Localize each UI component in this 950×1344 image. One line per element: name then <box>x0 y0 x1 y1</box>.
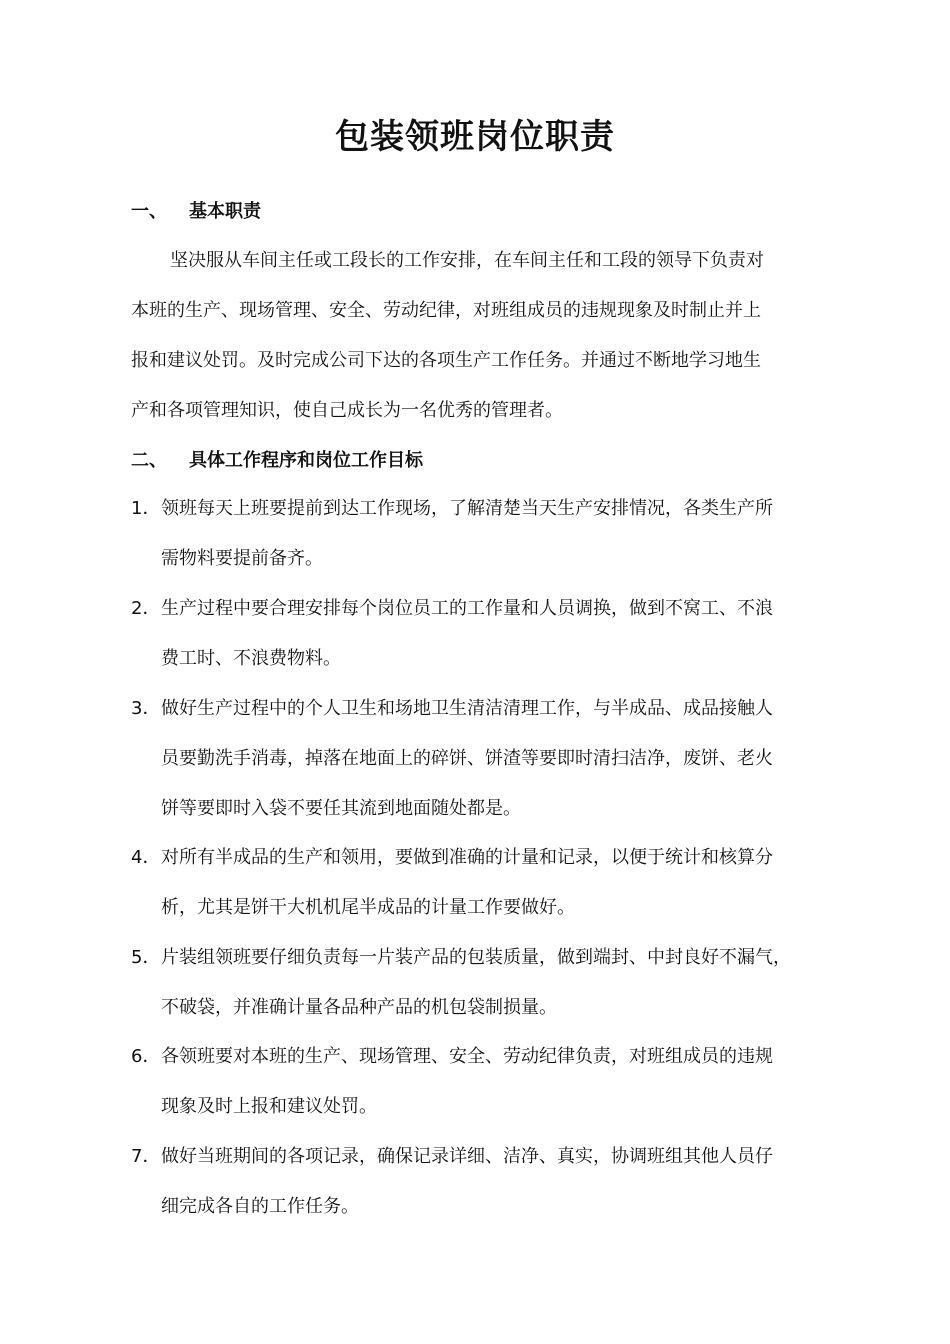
list-item <box>131 1132 831 1232</box>
section-title: 具体工作程序和岗位工作目标 <box>189 450 423 471</box>
basic-duties-paragraph <box>131 236 821 436</box>
list-item-line: 费工时、不浪费物料。 <box>161 648 341 669</box>
list-number: 6． <box>131 1046 161 1067</box>
paragraph-line: 本班的生产、现场管理、安全、劳动纪律，对班组成员的违规现象及时制止并上 <box>131 300 761 321</box>
list-item-line: 析，尤其是饼干大机机尾半成品的计量工作要做好。 <box>161 897 575 918</box>
document-title: 包装领班岗位职责 <box>335 117 615 157</box>
list-item <box>131 584 831 684</box>
paragraph-line: 报和建议处罚。及时完成公司下达的各项生产工作任务。并通过不断地学习地生 <box>131 350 761 371</box>
list-item-line: 做好当班期间的各项记录，确保记录详细、洁净、真实，协调班组其他人员仔 <box>161 1146 773 1167</box>
list-item-line: 员要勤洗手消毒，掉落在地面上的碎饼、饼渣等要即时清扫洁净，废饼、老火 <box>161 748 773 769</box>
list-item <box>131 1032 831 1132</box>
list-item-line: 需物料要提前备齐。 <box>161 548 323 569</box>
list-number: 4． <box>131 847 161 868</box>
list-item-line: 饼等要即时入袋不要任其流到地面随处都是。 <box>161 798 521 819</box>
list-item-line: 现象及时上报和建议处罚。 <box>161 1096 377 1117</box>
list-item-line: 对所有半成品的生产和领用，要做到准确的计量和记录，以便于统计和核算分 <box>161 847 773 868</box>
paragraph-line: 产和各项管理知识，使自己成长为一名优秀的管理者。 <box>131 400 563 421</box>
list-item-line: 做好生产过程中的个人卫生和场地卫生清洁清理工作，与半成品、成品接触人 <box>161 698 773 719</box>
list-item <box>131 684 831 834</box>
list-number: 7． <box>131 1146 161 1167</box>
list-item <box>131 484 831 584</box>
list-number: 5． <box>131 947 161 968</box>
section-number: 一、 <box>131 201 167 222</box>
list-number: 1． <box>131 498 161 519</box>
section-number: 二、 <box>131 450 167 471</box>
list-item-line: 领班每天上班要提前到达工作现场，了解清楚当天生产安排情况，各类生产所 <box>161 498 773 519</box>
paragraph-line: 坚决服从车间主任或工段长的工作安排，在车间主任和工段的领导下负责对 <box>170 250 764 271</box>
list-item-line: 不破袋，并准确计量各品种产品的机包袋制损量。 <box>161 997 557 1018</box>
section-heading-basic-duties <box>131 197 261 227</box>
list-item-line: 各领班要对本班的生产、现场管理、安全、劳动纪律负责，对班组成员的违规 <box>161 1046 773 1067</box>
section-heading-work-procedures <box>131 446 423 476</box>
list-item-line: 生产过程中要合理安排每个岗位员工的工作量和人员调换，做到不窝工、不浪 <box>161 598 773 619</box>
list-item-line: 细完成各自的工作任务。 <box>161 1196 359 1217</box>
section-title: 基本职责 <box>189 201 261 222</box>
list-item <box>131 933 831 1033</box>
list-number: 2． <box>131 598 161 619</box>
list-item <box>131 833 831 933</box>
list-number: 3． <box>131 698 161 719</box>
list-item-line: 片装组领班要仔细负责每一片装产品的包装质量，做到端封、中封良好不漏气， <box>161 947 791 968</box>
